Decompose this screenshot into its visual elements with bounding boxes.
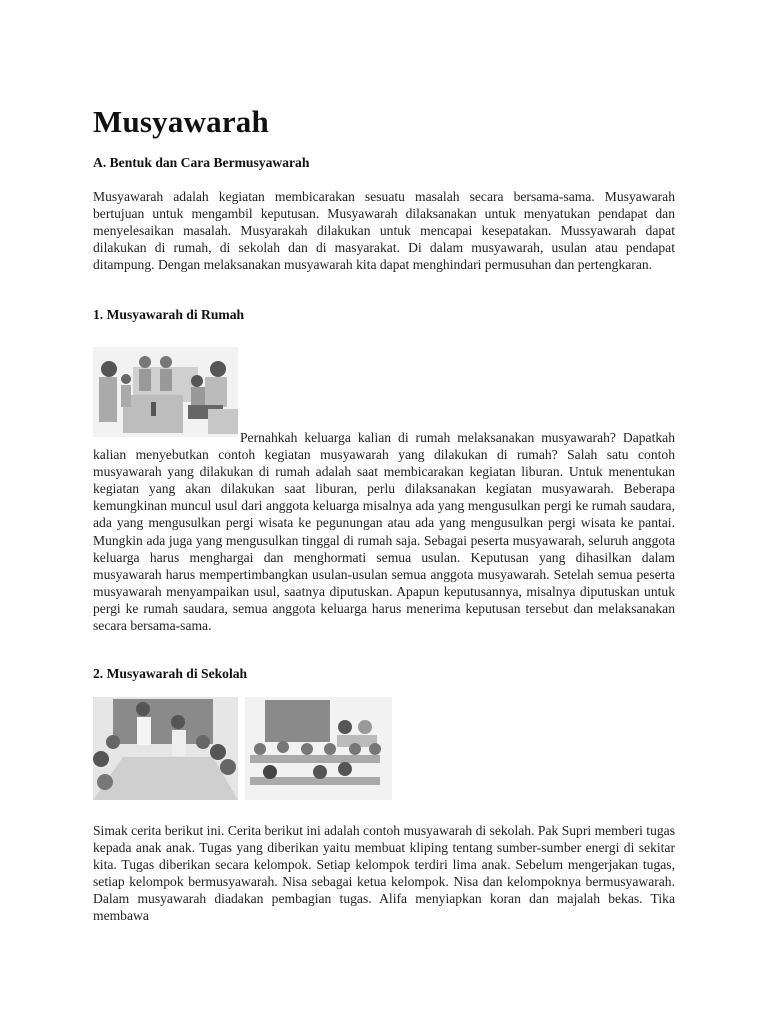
section-1-body: Dapatkah kalian menyebutkan contoh kegiatan musyawarah yang dilakukan di rumah? Salah satu contoh musyawarah yang dilakukan di rumah adalah saat membicarakan kegiatan liburan. Untuk menentukan kegiatan yang akan dilakukan saat liburan, perlu dilaksanakan kegiatan musyawarah. Beberapa kemungkinan muncul usul dari anggota keluarga misalnya ada yang mengusulkan pergi ke rumah saudara, ada yang mengusulkan pergi wisata ke pegunungan atau ada yang mengusulkan pergi wisata ke pantai. Mungkin ada juga yang mengusulkan tinggal di rumah saja. Sebagai peserta musyawarah, seluruh anggota keluarga harus menghargai dan menghormati semua usulan. Keputusan yang dihasilkan dalam musyawarah harus mempertimbangkan usulan-usulan semua anggota musyawarah. Setelah semua peserta musyawarah menyampaikan usul, saatnya diputuskan. Apapun keputusannya, misalnya diputuskan untuk pergi ke rumah saudara, semua anggota keluarga harus menerima keputusan tersebut dan melaksanakan secara bersama-sama. [93, 430, 675, 634]
family-discussion-image [93, 347, 238, 437]
section-1-first-line: Pernahkah keluarga kalian di rumah melaksanakan musyawarah? [240, 430, 616, 445]
students-group-image [93, 697, 238, 800]
image-float [93, 429, 240, 437]
document-title: Musyawarah [93, 104, 269, 139]
section-2-heading: 2. Musyawarah di Sekolah [93, 666, 248, 681]
section-2-paragraph: Simak cerita berikut ini. Cerita berikut ini adalah contoh musyawarah di sekolah. Pak Supri memberi tugas kepada anak anak. Tugas yang diberikan yaitu membuat kliping tentang sumber-sumber energi di sekitar kita. Tugas diberikan secara kelompok. Setiap kelompok terdiri lima anak. Sebelum mengerjakan tugas, setiap kelompok bermusyawarah. Nisa sebagai ketua kelompok. Nisa dan kelompoknya bermusyawarah. Dalam musyawarah diadakan pembagian tugas. Alifa menyiapkan koran dan majalah bekas. Tika membawa [93, 823, 675, 924]
section-a-heading: A. Bentuk dan Cara Bermusyawarah [93, 155, 310, 170]
section-1-heading: 1. Musyawarah di Rumah [93, 307, 245, 322]
section-a-paragraph: Musyawarah adalah kegiatan membicarakan sesuatu masalah secara bersama-sama. Musyawarah bertujuan untuk mengambil keputusan. Musyawarah dilaksanakan untuk menyatukan pendapat dan menyelesaikan masalah. Musyarakah dilakukan untuk mencapai kesepatakan. Mussyawarah dapat dilakukan di rumah, di sekolah dan di masyarakat. Di dalam musyawarah, usulan atau pendapat ditampung. Dengan melaksanakan musyawarah kita dapat menghindari permusuhan dan pertengkaran. [93, 189, 675, 273]
classroom-meeting-image [245, 697, 392, 800]
section-1-paragraph [93, 429, 675, 634]
